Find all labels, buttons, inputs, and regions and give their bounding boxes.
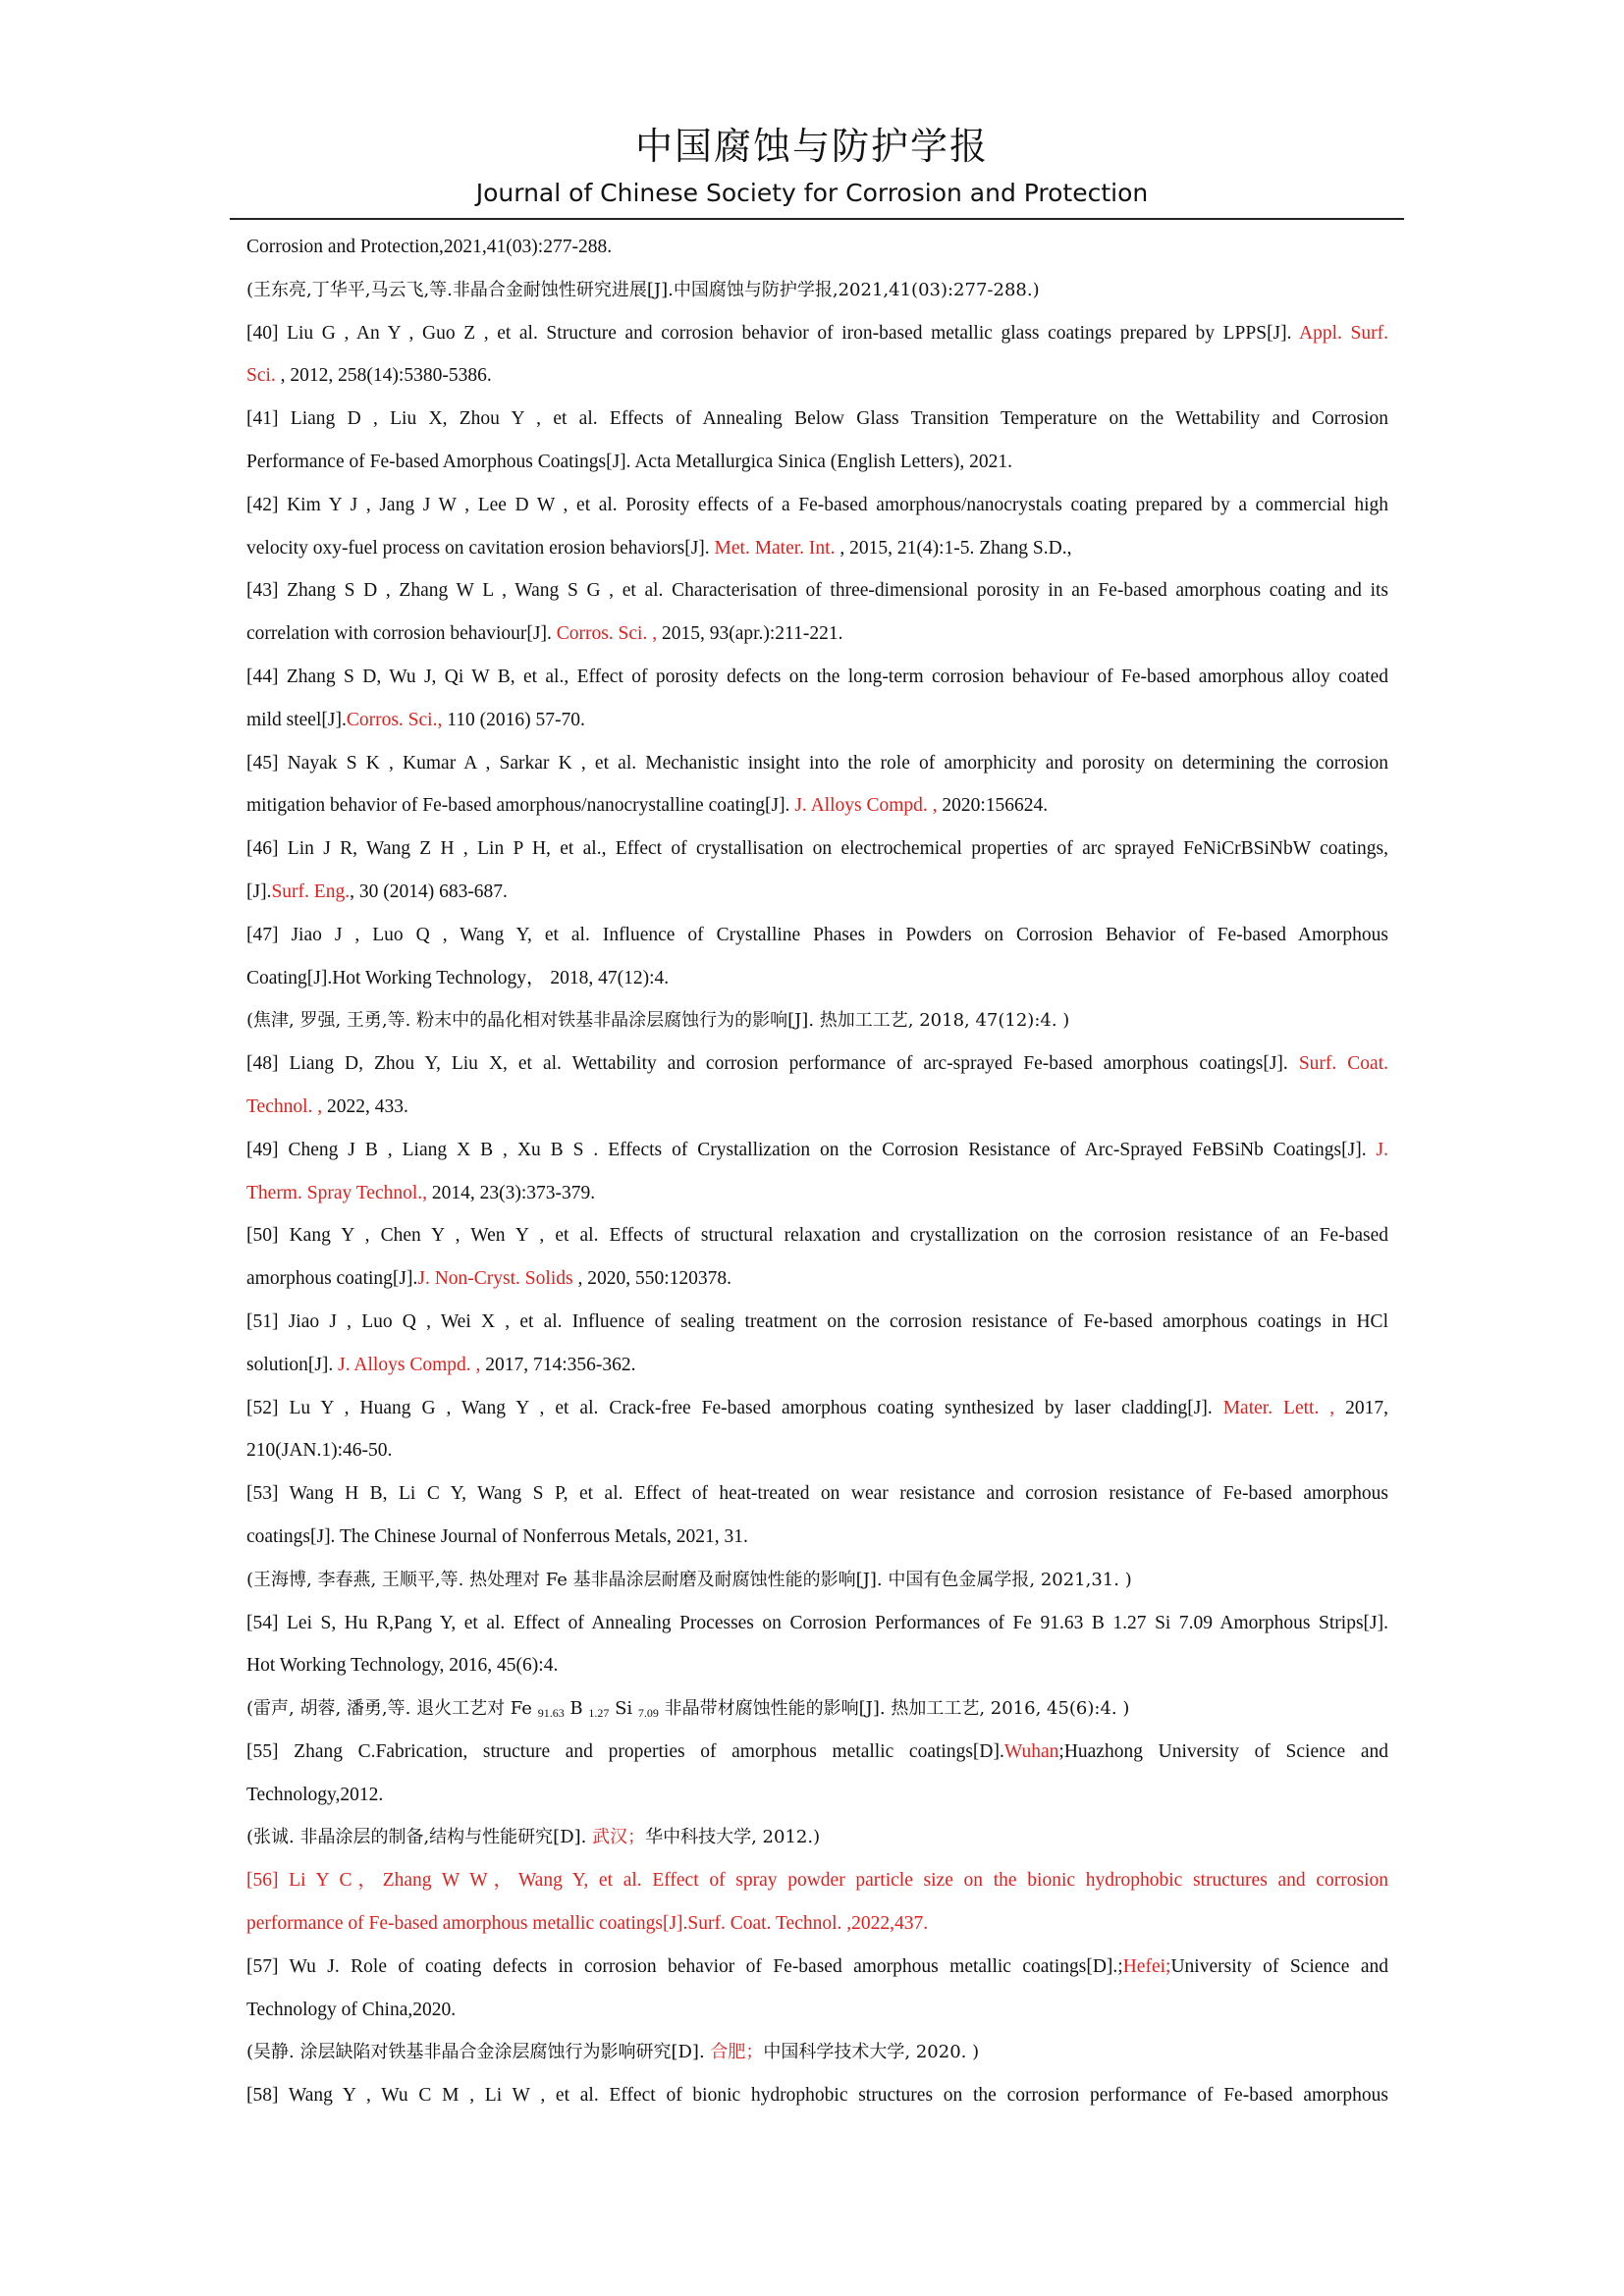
journal-name-highlight: Wuhan bbox=[1003, 1740, 1059, 1762]
reference-text: mitigation behavior of Fe-based amorphous/nanocrystalline coating[J]. bbox=[246, 795, 795, 817]
reference-text: 2017, 714:356-362. bbox=[480, 1354, 636, 1375]
reference-text: (焦津, 罗强, 王勇,等. 粉末中的晶化相对铁基非晶涂层腐蚀行为的影响[J]. 热加工工艺, 2018, 47(12):4. ) bbox=[246, 1010, 1070, 1032]
journal-title-cn: 中国腐蚀与防护学报 bbox=[634, 125, 989, 168]
journal-name-highlight: Surf. Coat. bbox=[1298, 1053, 1388, 1075]
reference-text: , 2020, 550:120378. bbox=[572, 1268, 732, 1290]
reference-text: [51] Jiao J , Luo Q , Wei X , et al. Influence of sealing treatment on the corrosion resistance of Fe-based amorphous coatings in HCl bbox=[246, 1310, 1388, 1332]
reference-text: 2014, 23(3):373-379. bbox=[427, 1182, 596, 1203]
reference-text: 2015, 93(apr.):211-221. bbox=[657, 623, 843, 645]
reference-line bbox=[246, 656, 1388, 699]
reference-line bbox=[246, 699, 1388, 742]
reference-text: [52] Lu Y , Huang G , Wang Y , et al. Crack-free Fe-based amorphous coating synthesized by laser cladding[J]. bbox=[246, 1397, 1223, 1418]
reference-text: B bbox=[564, 1698, 589, 1720]
reference-line bbox=[246, 1429, 1388, 1472]
journal-name-highlight: Corros. Sci. , bbox=[556, 623, 658, 645]
reference-line bbox=[246, 1816, 1388, 1859]
reference-text: (王海博, 李春燕, 王顺平,等. 热处理对 Fe 基非晶涂层耐磨及耐腐蚀性能的影响[J]. 中国有色金属学报, 2021,31. ) bbox=[246, 1569, 1132, 1590]
reference-line bbox=[246, 1559, 1388, 1602]
reference-text: , 30 (2014) 683-687. bbox=[350, 881, 508, 902]
reference-text: [46] Lin J R, Wang Z H , Lin P H, et al., Effect of crystallisation on electrochemical properties of arc sprayed FeNiCrBSiNbW coatings, bbox=[246, 838, 1388, 860]
reference-text: [49] Cheng J B , Liang X B , Xu B S . Effects of Crystallization on the Corrosion Resistance of Arc-Sprayed FeBSiNb Coatings[J]. bbox=[246, 1139, 1377, 1160]
journal-name-highlight: J. Non-Cryst. Solids bbox=[417, 1268, 573, 1290]
reference-line bbox=[246, 999, 1388, 1042]
reference-text: [41] Liang D , Liu X, Zhou Y , et al. Effects of Annealing Below Glass Transition Temperature on the Wettability and Corrosion bbox=[246, 408, 1388, 430]
reference-line bbox=[246, 2031, 1388, 2074]
reference-text: [58] Wang Y , Wu C M , Li W , et al. Effect of bionic hydrophobic structures on the corrosion performance of Fe-based amorphous bbox=[246, 2085, 1388, 2107]
reference-line bbox=[246, 226, 1388, 269]
journal-name-highlight: Surf. Eng. bbox=[271, 881, 351, 902]
reference-text: [47] Jiao J , Luo Q , Wang Y, et al. Influence of Crystalline Phases in Powders on Corrosion Behavior of Fe-based Amorphous bbox=[246, 924, 1388, 945]
journal-name-highlight: J. bbox=[1376, 1139, 1388, 1160]
reference-text: 2022, 433. bbox=[322, 1095, 408, 1117]
reference-line bbox=[246, 484, 1388, 527]
journal-name-highlight: Appl. Surf. bbox=[1299, 322, 1388, 344]
journal-name-highlight: Met. Mater. Int. bbox=[714, 537, 836, 559]
reference-line bbox=[246, 828, 1388, 871]
reference-line bbox=[246, 914, 1388, 957]
reference-line bbox=[246, 1129, 1388, 1172]
reference-text: mild steel[J]. bbox=[246, 709, 347, 730]
journal-name-highlight: Technol. , bbox=[246, 1095, 323, 1117]
reference-list bbox=[246, 226, 1388, 2117]
reference-text: [50] Kang Y , Chen Y , Wen Y , et al. Effects of structural relaxation and crystallization on the corrosion resistance of an Fe-based bbox=[246, 1225, 1388, 1247]
reference-text: 非晶带材腐蚀性能的影响[J]. 热加工工艺, 2016, 45(6):4. ) bbox=[658, 1698, 1130, 1720]
reference-line bbox=[246, 1774, 1388, 1817]
journal-name-highlight: Hefei; bbox=[1122, 1955, 1171, 1977]
reference-text: , 2012, 258(14):5380-5386. bbox=[280, 365, 492, 387]
reference-line bbox=[246, 1602, 1388, 1645]
reference-line bbox=[246, 1214, 1388, 1257]
journal-name-highlight: Sci. bbox=[246, 365, 281, 387]
journal-name-highlight: Corros. Sci., bbox=[346, 709, 443, 730]
reference-line bbox=[246, 1344, 1388, 1387]
reference-text: Coating[J].Hot Working Technology， 2018, 47(12):4. bbox=[246, 967, 670, 988]
reference-text: [53] Wang H B, Li C Y, Wang S P, et al. Effect of heat-treated on wear resistance and corrosion resistance of Fe-based amorphous bbox=[246, 1483, 1388, 1505]
reference-line bbox=[246, 957, 1388, 1000]
journal-name-highlight: 合肥； bbox=[710, 2042, 764, 2063]
reference-text: (王东亮,丁华平,马云飞,等.非晶合金耐蚀性研究进展[J].中国腐蚀与防护学报,2021,41(03):277-288.) bbox=[246, 279, 1040, 300]
reference-text: correlation with corrosion behaviour[J]. bbox=[246, 623, 557, 645]
reference-text: Technology of China,2020. bbox=[246, 1999, 457, 2020]
reference-line bbox=[246, 784, 1388, 828]
reference-text: Technology,2012. bbox=[246, 1784, 384, 1805]
reference-line bbox=[246, 871, 1388, 914]
reference-text: [40] Liu G , An Y , Guo Z , et al. Structure and corrosion behavior of iron-based metallic glass coatings prepared by LPPS[J]. bbox=[246, 322, 1300, 344]
reference-line bbox=[246, 1472, 1388, 1516]
reference-line bbox=[246, 269, 1388, 312]
reference-text: [54] Lei S, Hu R,Pang Y, et al. Effect of Annealing Processes on Corrosion Performances of Fe 91.63 B 1.27 Si 7.09 Amorphous Strips[J]. bbox=[246, 1612, 1388, 1633]
reference-text: (张诚. 非晶涂层的制备,结构与性能研究[D]. bbox=[246, 1827, 593, 1848]
reference-line bbox=[246, 1086, 1388, 1129]
journal-name-highlight: performance of Fe-based amorphous metallic coatings[J].Surf. Coat. Technol. ,2022,437. bbox=[246, 1913, 929, 1935]
journal-name-highlight: J. Alloys Compd. , bbox=[794, 795, 938, 817]
reference-line bbox=[246, 1731, 1388, 1774]
reference-line bbox=[246, 1946, 1388, 1989]
reference-text: 110 (2016) 57-70. bbox=[442, 709, 585, 730]
reference-line bbox=[246, 398, 1388, 441]
reference-text: Hot Working Technology, 2016, 45(6):4. bbox=[246, 1655, 559, 1677]
reference-text: amorphous coating[J]. bbox=[246, 1268, 418, 1290]
reference-line bbox=[246, 569, 1388, 613]
reference-text: [J]. bbox=[246, 881, 272, 902]
reference-text: (雷声, 胡蓉, 潘勇,等. 退火工艺对 Fe bbox=[246, 1698, 538, 1720]
journal-name-highlight: Mater. Lett. , bbox=[1222, 1397, 1335, 1418]
reference-text: velocity oxy-fuel process on cavitation erosion behaviors[J]. bbox=[246, 537, 715, 559]
reference-line bbox=[246, 1516, 1388, 1559]
reference-text: [57] Wu J. Role of coating defects in corrosion behavior of Fe-based amorphous metallic coatings[D].; bbox=[246, 1955, 1123, 1977]
reference-text: Si bbox=[609, 1698, 638, 1720]
journal-title-en: Journal of Chinese Society for Corrosion and Protection bbox=[475, 179, 1149, 207]
reference-text: 中国科学技术大学, 2020. ) bbox=[763, 2042, 980, 2063]
reference-text: Performance of Fe-based Amorphous Coatings[J]. Acta Metallurgica Sinica (English Letters), 2021. bbox=[246, 451, 1012, 472]
reference-line bbox=[246, 742, 1388, 785]
reference-line bbox=[246, 1644, 1388, 1687]
reference-line bbox=[246, 1042, 1388, 1086]
reference-line bbox=[246, 312, 1388, 355]
reference-line bbox=[246, 1301, 1388, 1344]
reference-text: [55] Zhang C.Fabrication, structure and properties of amorphous metallic coatings[D]. bbox=[246, 1740, 1004, 1762]
reference-line bbox=[246, 1257, 1388, 1301]
reference-text: 210(JAN.1):46-50. bbox=[246, 1440, 393, 1462]
reference-line bbox=[246, 354, 1388, 398]
reference-line bbox=[246, 441, 1388, 484]
subscript-text: 7.09 bbox=[637, 1706, 659, 1721]
reference-line bbox=[246, 613, 1388, 656]
reference-text: [43] Zhang S D , Zhang W L , Wang S G , et al. Characterisation of three-dimensional porosity in an Fe-based amorphous coating and its bbox=[246, 580, 1388, 602]
journal-name-highlight: Therm. Spray Technol., bbox=[246, 1182, 428, 1203]
reference-line bbox=[246, 1989, 1388, 2032]
reference-text: [44] Zhang S D, Wu J, Qi W B, et al., Effect of porosity defects on the long-term corrosion behaviour of Fe-based amorphous alloy coated bbox=[246, 666, 1388, 687]
journal-name-highlight: [56] Li Y C，Zhang W W，Wang Y, et al. Effect of spray powder particle size on the bionic hydrophobic structures and corrosion bbox=[246, 1870, 1388, 1892]
reference-text: [48] Liang D, Zhou Y, Liu X, et al. Wettability and corrosion performance of arc-sprayed Fe-based amorphous coatings[J]. bbox=[246, 1053, 1299, 1075]
reference-text: 2017, bbox=[1334, 1397, 1388, 1418]
reference-line bbox=[246, 527, 1388, 570]
reference-text: 2020:156624. bbox=[937, 795, 1049, 817]
reference-text: 华中科技大学, 2012.) bbox=[645, 1827, 821, 1848]
journal-name-highlight: 武汉； bbox=[592, 1827, 646, 1848]
reference-text: , 2015, 21(4):1-5. Zhang S.D., bbox=[835, 537, 1072, 559]
reference-text: [45] Nayak S K , Kumar A , Sarkar K , et al. Mechanistic insight into the role of amorphicity and porosity on determining the corrosion bbox=[246, 752, 1388, 774]
reference-text: [42] Kim Y J , Jang J W , Lee D W , et al. Porosity effects of a Fe-based amorphous/nanocrystals coating prepared by a commercial high bbox=[246, 494, 1388, 515]
reference-text: coatings[J]. The Chinese Journal of Nonferrous Metals, 2021, 31. bbox=[246, 1525, 748, 1547]
reference-line bbox=[246, 1387, 1388, 1430]
reference-text: ;Huazhong University of Science and bbox=[1058, 1740, 1388, 1762]
reference-line bbox=[246, 1172, 1388, 1215]
journal-name-highlight: J. Alloys Compd. , bbox=[338, 1354, 481, 1375]
reference-line bbox=[246, 1902, 1388, 1946]
subscript-text: 91.63 bbox=[537, 1706, 565, 1721]
reference-line bbox=[246, 2074, 1388, 2117]
reference-text: solution[J]. bbox=[246, 1354, 339, 1375]
reference-line bbox=[246, 1859, 1388, 1902]
header-divider bbox=[230, 218, 1404, 220]
reference-text: University of Science and bbox=[1170, 1955, 1388, 1977]
reference-text: Corrosion and Protection,2021,41(03):277-288. bbox=[246, 237, 613, 257]
subscript-text: 1.27 bbox=[588, 1706, 610, 1721]
reference-text: (吴静. 涂层缺陷对铁基非晶合金涂层腐蚀行为影响研究[D]. bbox=[246, 2042, 711, 2063]
reference-line bbox=[246, 1687, 1388, 1731]
